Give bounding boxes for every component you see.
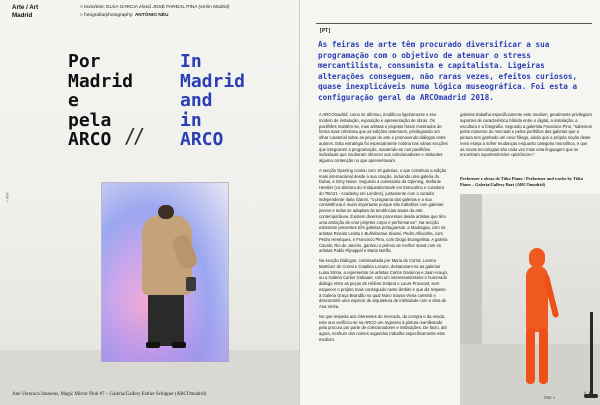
page-number-left: « 064 (4, 192, 10, 203)
language-tag: [PT] (319, 28, 332, 34)
title-pt-line: Madrid (68, 70, 134, 92)
left-page (0, 0, 299, 405)
body-paragraph: galerias trabalha especificamente este medium; geralmente privilegiam suportes de característica híbrida entre o digital, a instalação, a escultura e a fotografia. Segundo a galerista Francisco Pino, "sabemos pelos números do mercado e pelos portfólios das galerias que a pintura tem ganhado um novo fôlego, ainda que a própria noção deste meio esteja a sofrer mudanças enquanto categoria monolítica, e que as novas tecnologias são cada vez mais uma linguagem que se encontram suportes/meios «pictóricos»". (460, 112, 592, 158)
title-pt-line: Por (68, 51, 101, 72)
orange-figure-leg (539, 328, 548, 384)
header-rule (316, 23, 592, 24)
title-en-line: Madrid (180, 70, 246, 92)
gallery-photo-orange-figure (460, 194, 600, 405)
title-english (180, 52, 245, 150)
lead-paragraph: As feiras de arte têm procurado diversificar a sua programação com o objetivo de atenuar o stress mercantilista, consumista e capitalista. Ligeiras alterações conseguem, não raras vezes, efeitos curiosos, quase inexplicáveis numa lógica museográfica. Foi esta a configuração geral da ARCOmadrid 2018. (318, 40, 578, 102)
photo-caption-right: Performer e obras de Tiiko Piano / Performer and works by Tiiko Piano – Galeria/Gallery Bart (ARCOmadrid) (460, 176, 584, 187)
body-paragraph: A secção Opening contou com 19 galerias, o que constituiu a edição mais internacional desde a sua criação, incluindo uma galeria do Dubai, a Grey Noise. Segundo a comissária da Opening, Stefanie Hessler (co-diretora do Andquestionmark em Estocolmo e curadora do TBA21 - Academy em Londres), juntamente com o curador independente Ilaria Gianni, "o programa das galerias e a sua consistência é muito importante porque são trabalhos com galerias jovens e todas se adaptam às tendências atuais da arte contemporânea. Existem diversos processos desde artistas que têm uma ambição de criar projetos corpo e performance". Na secção estiveram presentes três galerias portuguesas: a Madragoa, com os artistas Renato Leotta e Buhlebezwe Siwani, Pedro Alfacinha, com Pedro Henriques, e Francisco Pino, com Diogo Evangelista. A galeria Cavalo, Rio de Janeiro, ganhou o prémio de melhor stand com os artistas Pablo Pijnappel e Maria Netflix. (319, 167, 448, 254)
body-paragraph: No que respeita aos interesses do mercado, da compra e da venda, este ano verificou-se na ARCO um regresso à pintura manifestado pela procura por parte de colecionadores e instituições. De facto, até agora, nenhum dos nomes sugeridos trabalha especificamente este medium. (319, 313, 447, 342)
visitor-shoe (146, 342, 160, 348)
title-en-line: in (180, 109, 202, 131)
section-tag-line2: Madrid (12, 11, 33, 19)
right-page (299, 0, 600, 405)
title-pt-line: ARCO (68, 129, 112, 150)
title-en-line: ARCO (180, 129, 224, 150)
photo-caption-left: Ann Veronica Janssens, Magic Mirror Pink #7 – Galeria/Gallery Esther Schipper (ARCOmadrid) (12, 392, 207, 397)
credits-photo (80, 12, 295, 20)
credits-photo-label: > fotografia/photography: (80, 12, 134, 18)
body-paragraph: Na secção Diálogos, comissariada por Maria de Corral, Lorena Martínez de Corral e Catalina Lozano, destacaram-se as galerias Luisa Strina, a representar os artistas Carlos Garaicoa e Juan Araujo, ou a Galeria Carlier Gebauer, com um interessantíssimo e humorado diálogo entre as peças de Hélène Delprat e Laure Prouvost, sem esquecer o projeto mais conseguido neste âmbito e que diz respeito à Galeria Graça Brandão no qual Nuno Sousa Vieira constrói e desconstrói uma espécie de arquitetura de intimidade com a obra de Ana Vieira. (319, 258, 448, 309)
body-paragraph: A ARCOmadrid, como se afirmou, modificou ligeiramente o seu modelo de instalação, exposição e apresentação de obras. Os pavilhões mantêm-se, mas artistas e projetos foram mostrados de forma mais criteriosa que as edições anteriores, privilegiando um olhar curatorial sobre as peças de arte e promovendo diálogos entre autores. Esta estratégia foi especialmente notória nas várias secções que integraram a programação, mantendo-se nos pavilhões individuais que souberam oferecer aos colecionadores e visitantes alguma contenção no que apresentavam. (319, 112, 448, 163)
visitor-shoe (172, 342, 186, 348)
page-number-right: 065 » (544, 395, 556, 400)
credits-text: > texto/text: ELSA GARCIA e/and JOSÉ PARDAL PINA (em/in Madrid) (80, 5, 230, 10)
body-column-1 (319, 112, 449, 396)
article-credits (80, 4, 295, 19)
page-nav-arrows[interactable]: ‹ › (584, 390, 591, 397)
section-tag (12, 4, 72, 19)
visitor-legs (148, 288, 184, 346)
visitor-bag (186, 277, 196, 291)
title-separator: // (124, 124, 143, 148)
title-en-line: In (180, 51, 202, 72)
title-pt-line: e (68, 90, 79, 111)
stand-pole (590, 312, 593, 398)
visitor-head (158, 205, 174, 219)
body-column-2 (460, 112, 592, 172)
section-tag-line1: Arte / Art (12, 4, 39, 11)
title-pt-line: pela (68, 109, 112, 131)
orange-figure-leg (526, 328, 535, 384)
credits-photographer: ANTÓNIO NÉU (134, 12, 169, 18)
orange-figure-head (529, 248, 545, 268)
title-en-line: and (180, 90, 213, 111)
